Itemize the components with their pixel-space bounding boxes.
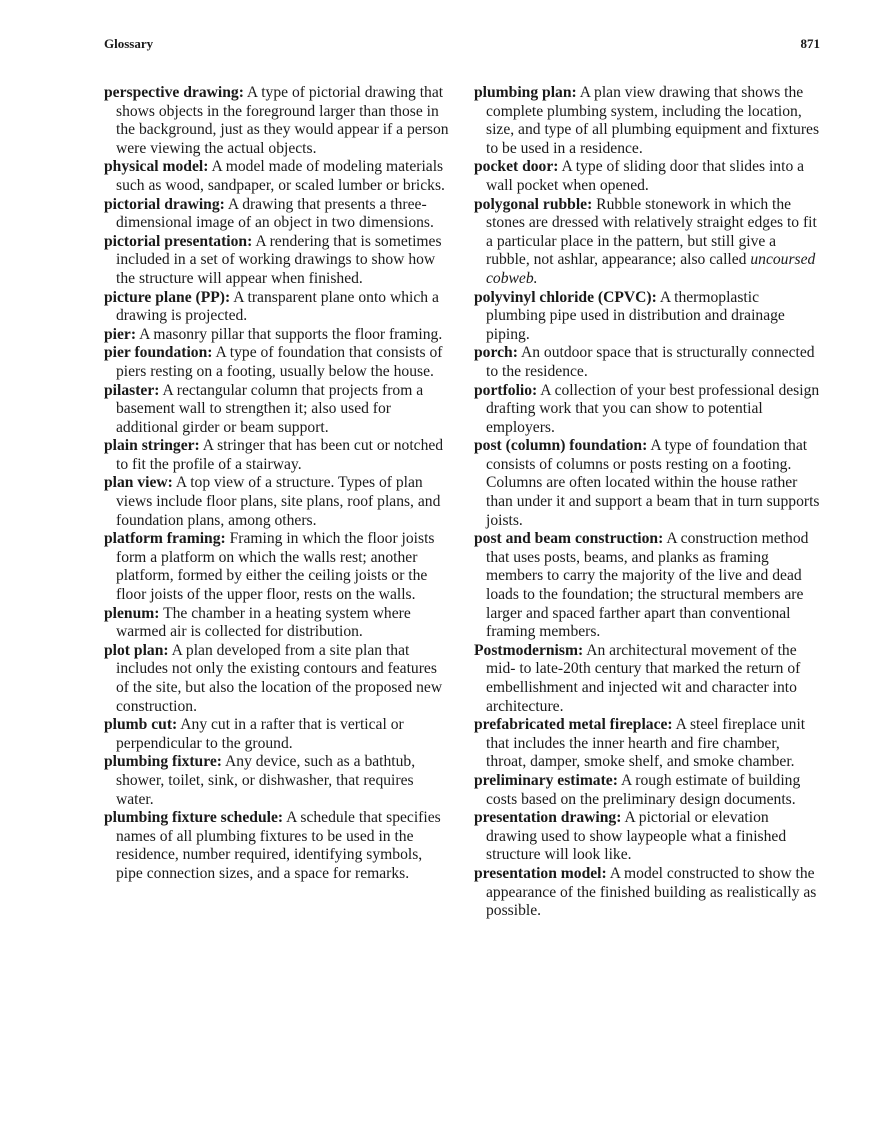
glossary-entry — [474, 716, 820, 772]
glossary-entry — [474, 289, 820, 345]
glossary-entry — [104, 196, 450, 233]
glossary-definition: A stringer that has been cut or notched to fit the profile of a stairway. — [116, 437, 444, 473]
glossary-entry — [104, 753, 450, 809]
glossary-definition: A schedule that specifies names of all plumbing fixtures to be used in the residence, number required, identifying symbols, pipe connection sizes, and a space for remarks. — [116, 809, 441, 882]
glossary-entry — [104, 716, 450, 753]
glossary-definition: A construction method that uses posts, beams, and planks as framing members to carry the majority of the live and dead loads to the foundation; the structural members are larger and spaced farther apart than conventional framing members. — [486, 530, 809, 641]
glossary-term: porch: — [474, 344, 518, 362]
glossary-term: picture plane (PP): — [104, 288, 231, 306]
glossary-term: perspective drawing: — [104, 84, 244, 101]
glossary-term: pictorial presentation: — [104, 232, 253, 250]
glossary-term: presentation model: — [474, 864, 607, 882]
glossary-entry — [474, 158, 820, 195]
glossary-definition: A type of pictorial drawing that shows objects in the foreground larger than those in the background, just as they would appear if a person were viewing the actual objects. — [116, 84, 449, 157]
glossary-term: plan view: — [104, 474, 173, 492]
glossary-definition: A rendering that is sometimes included in a set of working drawings to show how the structure will appear when finished. — [116, 232, 442, 287]
glossary-term: post and beam construction: — [474, 530, 664, 548]
glossary-term: plot plan: — [104, 641, 169, 659]
glossary-definition: A drawing that presents a three-dimensional image of an object in two dimensions. — [116, 195, 434, 232]
glossary-entry — [474, 809, 820, 865]
glossary-definition: A rectangular column that projects from a basement wall to strengthen it; also used for additional girder or beam support. — [116, 381, 424, 436]
glossary-entry — [474, 382, 820, 438]
glossary-definition: A model made of modeling materials such as wood, sandpaper, or scaled lumber or bricks. — [116, 158, 445, 194]
glossary-definition: A type of foundation that consists of piers resting on a footing, usually below the house. — [116, 344, 443, 380]
glossary-definition: A type of sliding door that slides into a wall pocket when opened. — [486, 158, 805, 194]
glossary-entry — [104, 530, 450, 604]
glossary-term: pictorial drawing: — [104, 195, 225, 213]
glossary-term: platform framing: — [104, 530, 226, 548]
glossary-entry — [104, 605, 450, 642]
glossary-entry — [474, 196, 820, 289]
glossary-definition: A pictorial or elevation drawing used to show laypeople what a finished structure will look like. — [486, 809, 787, 864]
glossary-definition: A plan developed from a site plan that includes not only the existing contours and features of the site, but also the location of the proposed new construction. — [116, 641, 443, 715]
glossary-entry — [104, 289, 450, 326]
glossary-entry — [104, 233, 450, 289]
glossary-entry — [104, 158, 450, 195]
running-header — [104, 36, 820, 56]
page-number: 871 — [800, 36, 820, 51]
glossary-definition: A model constructed to show the appearance of the finished building as realistically as possible. — [486, 864, 817, 920]
glossary-definition: A steel fireplace unit that includes the inner hearth and fire chamber, throat, damper, smoke shelf, and smoke chamber. — [486, 716, 806, 771]
glossary-italic-term: uncoursed cobweb. — [486, 251, 816, 287]
glossary-term: presentation drawing: — [474, 809, 622, 827]
glossary-entry — [474, 642, 820, 716]
glossary-term: pier: — [104, 325, 137, 343]
glossary-entry — [474, 772, 820, 809]
glossary-term: polyvinyl chloride (CPVC): — [474, 288, 657, 306]
glossary-definition: A thermoplastic plumbing pipe used in distribution and drainage piping. — [486, 288, 785, 343]
glossary-term: preliminary estimate: — [474, 771, 618, 789]
glossary-term: plumb cut: — [104, 716, 178, 734]
glossary-definition: Rubble stonework in which the stones are dressed with relatively straight edges to fit a particular place in the pattern, but still give a rubble, not ashlar, appearance; also called — [486, 195, 817, 269]
glossary-definition: A type of foundation that consists of columns or posts resting on a footing. Columns are often located within the house rather than under it and support a beam that in turn supports joists. — [486, 437, 820, 529]
glossary-definition: Any cut in a rafter that is vertical or perpendicular to the ground. — [116, 716, 404, 752]
glossary-term: post (column) foundation: — [474, 437, 648, 455]
glossary-column-right — [474, 84, 820, 921]
glossary-term: prefabricated metal fireplace: — [474, 716, 673, 734]
glossary-entry — [104, 642, 450, 716]
glossary-definition: A collection of your best professional design drafting work that you can show to potential employers. — [486, 381, 820, 436]
glossary-entry — [104, 84, 450, 158]
glossary-entry — [104, 382, 450, 438]
glossary-term: physical model: — [104, 158, 209, 176]
glossary-term: pilaster: — [104, 381, 160, 399]
glossary-term: plenum: — [104, 604, 160, 622]
glossary-entry — [104, 474, 450, 530]
glossary-term: plumbing plan: — [474, 84, 577, 101]
glossary-definition: Any device, such as a bathtub, shower, toilet, sink, or dishwasher, that requires water. — [116, 753, 416, 808]
glossary-column-left — [104, 84, 450, 884]
glossary-definition: Framing in which the floor joists form a platform on which the walls rest; another platform, formed by either the ceiling joists or the floor joists of the upper floor, rests on the walls. — [116, 530, 435, 604]
glossary-entry — [474, 437, 820, 530]
glossary-definition: A top view of a structure. Types of plan views include floor plans, site plans, roof plans, and foundation plans, among others. — [116, 474, 441, 529]
section-title: Glossary — [104, 36, 154, 51]
glossary-entry — [474, 84, 820, 158]
glossary-definition: The chamber in a heating system where warmed air is collected for distribution. — [116, 604, 411, 641]
glossary-term: polygonal rubble: — [474, 195, 593, 213]
glossary-term: portfolio: — [474, 381, 538, 399]
glossary-entry — [104, 809, 450, 883]
glossary-term: plumbing fixture schedule: — [104, 809, 284, 827]
glossary-definition: A plan view drawing that shows the complete plumbing system, including the location, size, and type of all plumbing equipment and fixtures to be used in a residence. — [486, 84, 820, 157]
glossary-entry — [104, 344, 450, 381]
glossary-definition: An outdoor space that is structurally connected to the residence. — [486, 344, 815, 380]
glossary-entry — [474, 344, 820, 381]
glossary-term: pocket door: — [474, 158, 559, 176]
glossary-definition: A transparent plane onto which a drawing is projected. — [116, 288, 439, 325]
glossary-definition: A rough estimate of building costs based on the preliminary design documents. — [486, 771, 801, 808]
glossary-entry — [104, 437, 450, 474]
glossary-term: plain stringer: — [104, 437, 200, 455]
glossary-definition: An architectural movement of the mid- to late-20th century that marked the return of embellishment and injected wit and character into architecture. — [486, 641, 801, 715]
glossary-definition: A masonry pillar that supports the floor framing. — [136, 325, 443, 343]
glossary-entry — [474, 865, 820, 921]
glossary-term: Postmodernism: — [474, 641, 584, 659]
glossary-term: plumbing fixture: — [104, 753, 222, 771]
glossary-entry — [474, 530, 820, 642]
glossary-entry — [104, 326, 450, 345]
glossary-term: pier foundation: — [104, 344, 213, 362]
